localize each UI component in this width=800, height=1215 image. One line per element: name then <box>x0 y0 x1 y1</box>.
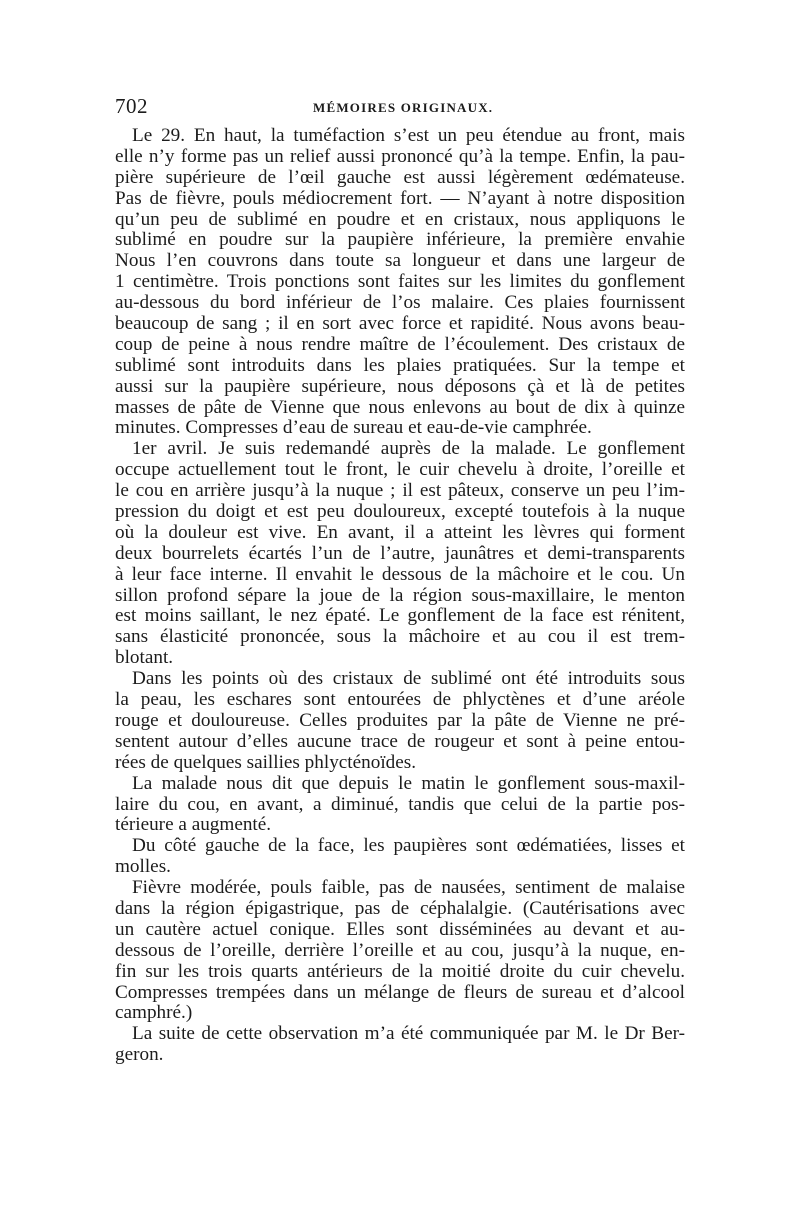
text-line: minutes. Compresses d’eau de sureau et eau-de-vie camphrée. <box>115 417 592 439</box>
text-line: molles. <box>115 856 171 878</box>
text-line: où la douleur est vive. En avant, il a atteint les lèvres qui forment <box>115 521 685 543</box>
text-line: deux bourrelets écartés l’un de l’autre, jaunâtres et demi-transparents <box>115 542 685 564</box>
text-line: la peau, les eschares sont entourées de phlyctènes et d’une aréole <box>115 689 685 711</box>
text-line: au-dessous du bord inférieur de l’os malaire. Ces plaies fournissent <box>115 292 685 314</box>
text-line: La suite de cette observation m’a été communiquée par M. le Dr Ber- <box>132 1023 685 1045</box>
text-line: Fièvre modérée, pouls faible, pas de nausées, sentiment de malaise <box>132 877 685 899</box>
text-line: un cautère actuel conique. Elles sont disséminées au devant et au- <box>115 918 685 940</box>
page-header <box>115 94 685 124</box>
text-line: masses de pâte de Vienne que nous enlevons au bout de dix à quinze <box>115 396 685 418</box>
text-line: qu’un peu de sublimé en poudre et en cristaux, nous appliquons le <box>115 208 685 230</box>
page-number: 702 <box>115 94 148 118</box>
text-line: térieure a augmenté. <box>115 814 272 836</box>
text-line: pière supérieure de l’œil gauche est aussi légèrement œdémateuse. <box>115 166 685 188</box>
text-line: est moins saillant, le nez épaté. Le gonflement de la face est rénitent, <box>115 605 685 627</box>
text-line: dans la région épigastrique, pas de céphalalgie. (Cautérisations avec <box>115 897 685 919</box>
document-page <box>115 94 685 1066</box>
text-line: sublimé sont introduits dans les plaies pratiquées. Sur la tempe et <box>115 354 685 376</box>
text-line: elle n’y forme pas un relief aussi prononcé qu’à la tempe. Enfin, la pau- <box>115 145 685 167</box>
text-line: camphré.) <box>115 1002 193 1024</box>
text-line: rées de quelques saillies phlycténoïdes. <box>115 751 417 773</box>
text-line: fin sur les trois quarts antérieurs de la moitié droite du cuir chevelu. <box>115 960 685 982</box>
text-line: aussi sur la paupière supérieure, nous déposons çà et là de petites <box>115 375 685 397</box>
text-line: Compresses trempées dans un mélange de fleurs de sureau et d’alcool <box>115 981 685 1003</box>
text-line: pression du doigt et est peu douloureux, excepté toutefois à la nuque <box>115 501 685 523</box>
text-line: coup de peine à nous rendre maître de l’écoulement. Des cristaux de <box>115 333 685 355</box>
text-line: sillon profond sépare la joue de la région sous-maxillaire, le menton <box>115 584 685 606</box>
text-line: Du côté gauche de la face, les paupières sont œdématiées, lisses et <box>132 835 685 857</box>
text-line: La malade nous dit que depuis le matin le gonflement sous-maxil- <box>132 772 685 794</box>
text-line: sans élasticité prononcée, sous la mâchoire et au cou il est trem- <box>115 626 685 648</box>
text-line: Pas de fièvre, pouls médiocrement fort. — N’ayant à notre disposition <box>115 187 685 209</box>
running-title: MÉMOIRES ORIGINAUX. <box>313 100 494 115</box>
text-line: Le 29. En haut, la tuméfaction s’est un peu étendue au front, mais <box>132 125 685 146</box>
text-line: beaucoup de sang ; il en sort avec force et rapidité. Nous avons beau- <box>115 313 685 335</box>
text-line: sublimé en poudre sur la paupière inférieure, la première envahie <box>115 229 685 251</box>
text-line: le cou en arrière jusqu’à la nuque ; il est pâteux, conserve un peu l’im- <box>115 480 685 502</box>
text-line: à leur face interne. Il envahit le dessous de la mâchoire et le cou. Un <box>115 563 685 585</box>
text-line: occupe actuellement tout le front, le cuir chevelu à droite, l’oreille et <box>115 459 685 481</box>
text-line: laire du cou, en avant, a diminué, tandis que celui de la partie pos- <box>115 793 685 815</box>
text-line: 1er avril. Je suis redemandé auprès de la malade. Le gonflement <box>132 438 685 460</box>
text-line: rouge et douloureuse. Celles produites par la pâte de Vienne ne pré- <box>115 709 685 731</box>
body-text <box>115 126 685 1066</box>
text-line: 1 centimètre. Trois ponctions sont faites sur les limites du gonflement <box>115 271 685 293</box>
text-line: dessous de l’oreille, derrière l’oreille et au cou, jusqu’à la nuque, en- <box>115 939 685 961</box>
text-line: Nous l’en couvrons dans toute sa longueur et dans une largeur de <box>115 250 685 272</box>
text-line: sentent autour d’elles aucune trace de rougeur et sont à peine entou- <box>115 730 685 752</box>
text-line: geron. <box>115 1044 164 1066</box>
text-line: blotant. <box>115 647 174 669</box>
text-line: Dans les points où des cristaux de sublimé ont été introduits sous <box>132 668 685 690</box>
